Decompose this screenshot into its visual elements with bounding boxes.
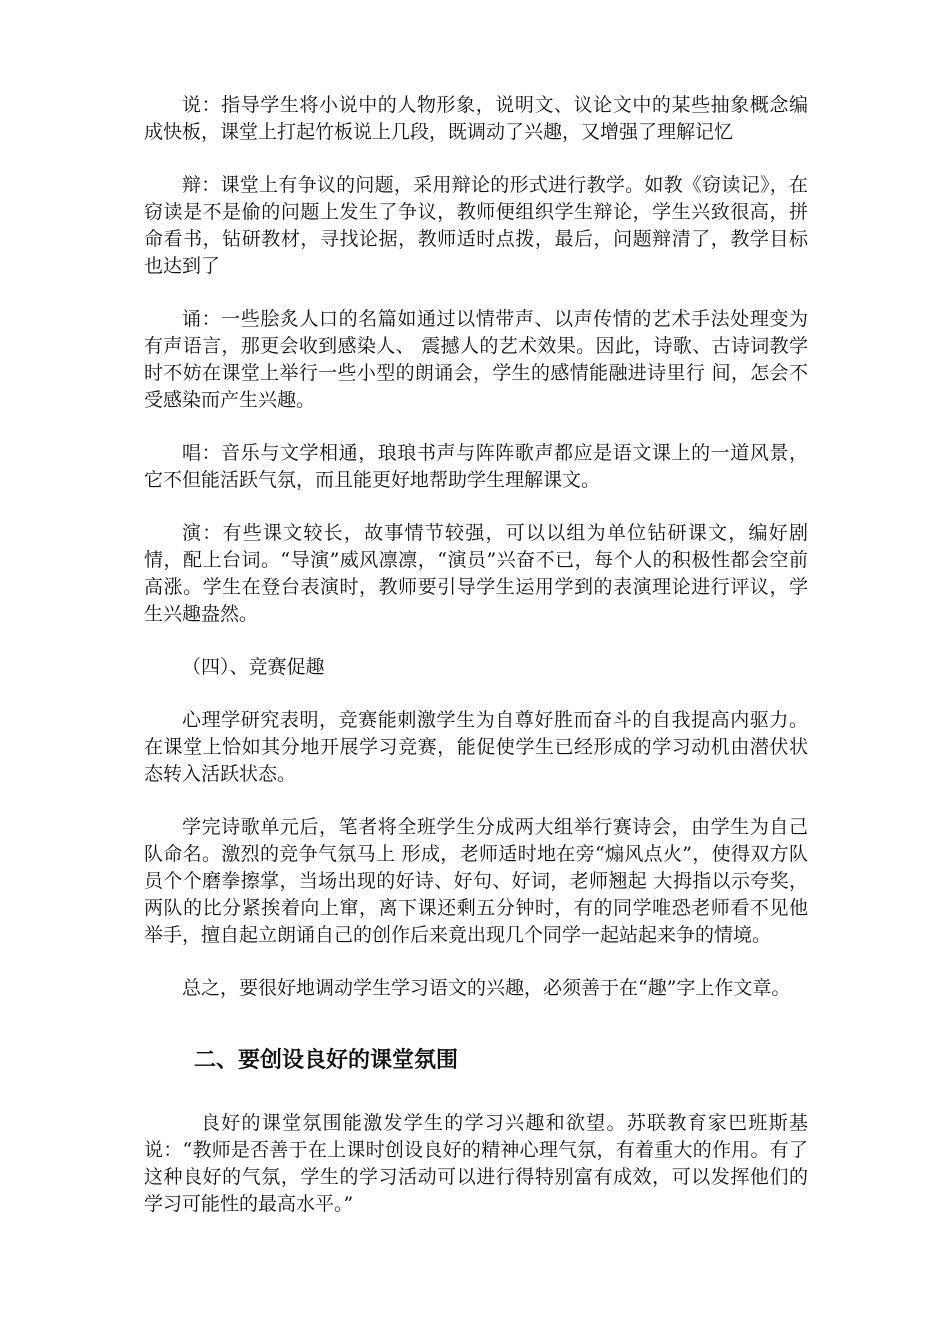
paragraph-poetry-contest: 学完诗歌单元后，笔者将全班学生分成两大组举行赛诗会，由学生为自己队命名。激烈的竞争气氛马上 形成，老师适时地在旁“煽风点火”，使得双方队员个个磨拳擦掌，当场出现的好诗、好句、好词，老师翘起 大拇指以示夸奖，两队的比分紧挨着向上窜，离下课还剩五分钟时，有的同学唯恐老师看不见他举手，擅自起立朗诵自己的创作后来竟出现几个同学一起站起来争的情境。 bbox=[144, 816, 808, 946]
paragraph-classroom-atmosphere: 良好的课堂氛围能激发学生的学习兴趣和欲望。苏联教育家巴班斯基说：“教师是否善于在上课时创设良好的精神心理气氛，有着重大的作用。有了这种良好的气氛，学生的学习活动可以进行得特别富有成效，可以发挥他们的学习可能性的最高水平。” bbox=[144, 1112, 808, 1215]
paragraph-shuo: 说：指导学生将小说中的人物形象，说明文、议论文中的某些抽象概念编成快板，课堂上打起竹板说上几段，既调动了兴趣，又增强了理解记忆 bbox=[144, 94, 808, 143]
subheading-competition: （四）、竞赛促趣 bbox=[182, 656, 325, 678]
section-heading: 二、要创设良好的课堂氛围 bbox=[194, 1048, 459, 1073]
paragraph-song: 诵：一些脍炙人口的名篇如通过以情带声、以声传情的艺术手法处理变为有声语言，那更会收到感染人、 震撼人的艺术效果。因此，诗歌、古诗词教学时不妨在课堂上举行一些小型的朗诵会，学生的感情能融进诗里行 间，怎会不受感染而产生兴趣。 bbox=[144, 308, 808, 411]
paragraph-yan: 演：有些课文较长，故事情节较强，可以以组为单位钻研课文，编好剧情，配上台词。“导演”威风凛凛，“演员”兴奋不已，每个人的积极性都会空前高涨。学生在登台表演时，教师要引导学生运用学到的表演理论进行评议，学生兴趣盎然。 bbox=[144, 522, 808, 625]
paragraph-bian: 辩：课堂上有争议的问题，采用辩论的形式进行教学。如教《窃读记》，在窃读是不是偷的问题上发生了争议，教师便组织学生辩论，学生兴致很高，拼命看书，钻研教材，寻找论据，教师适时点拨，最后，问题辩清了，教学目标也达到了 bbox=[144, 174, 808, 277]
paragraph-chang: 唱：音乐与文学相通，琅琅书声与阵阵歌声都应是语文课上的一道风景，它不但能活跃气氛，而且能更好地帮助学生理解课文。 bbox=[144, 442, 808, 491]
document-body bbox=[144, 92, 808, 1244]
paragraph-psychology: 心理学研究表明，竞赛能刺激学生为自尊好胜而奋斗的自我提高内驱力。在课堂上恰如其分地开展学习竞赛，能促使学生已经形成的学习动机由潜伏状态转入活跃状态。 bbox=[144, 709, 808, 785]
paragraph-summary: 总之，要很好地调动学生学习语文的兴趣，必须善于在“趣”字上作文章。 bbox=[182, 977, 791, 999]
